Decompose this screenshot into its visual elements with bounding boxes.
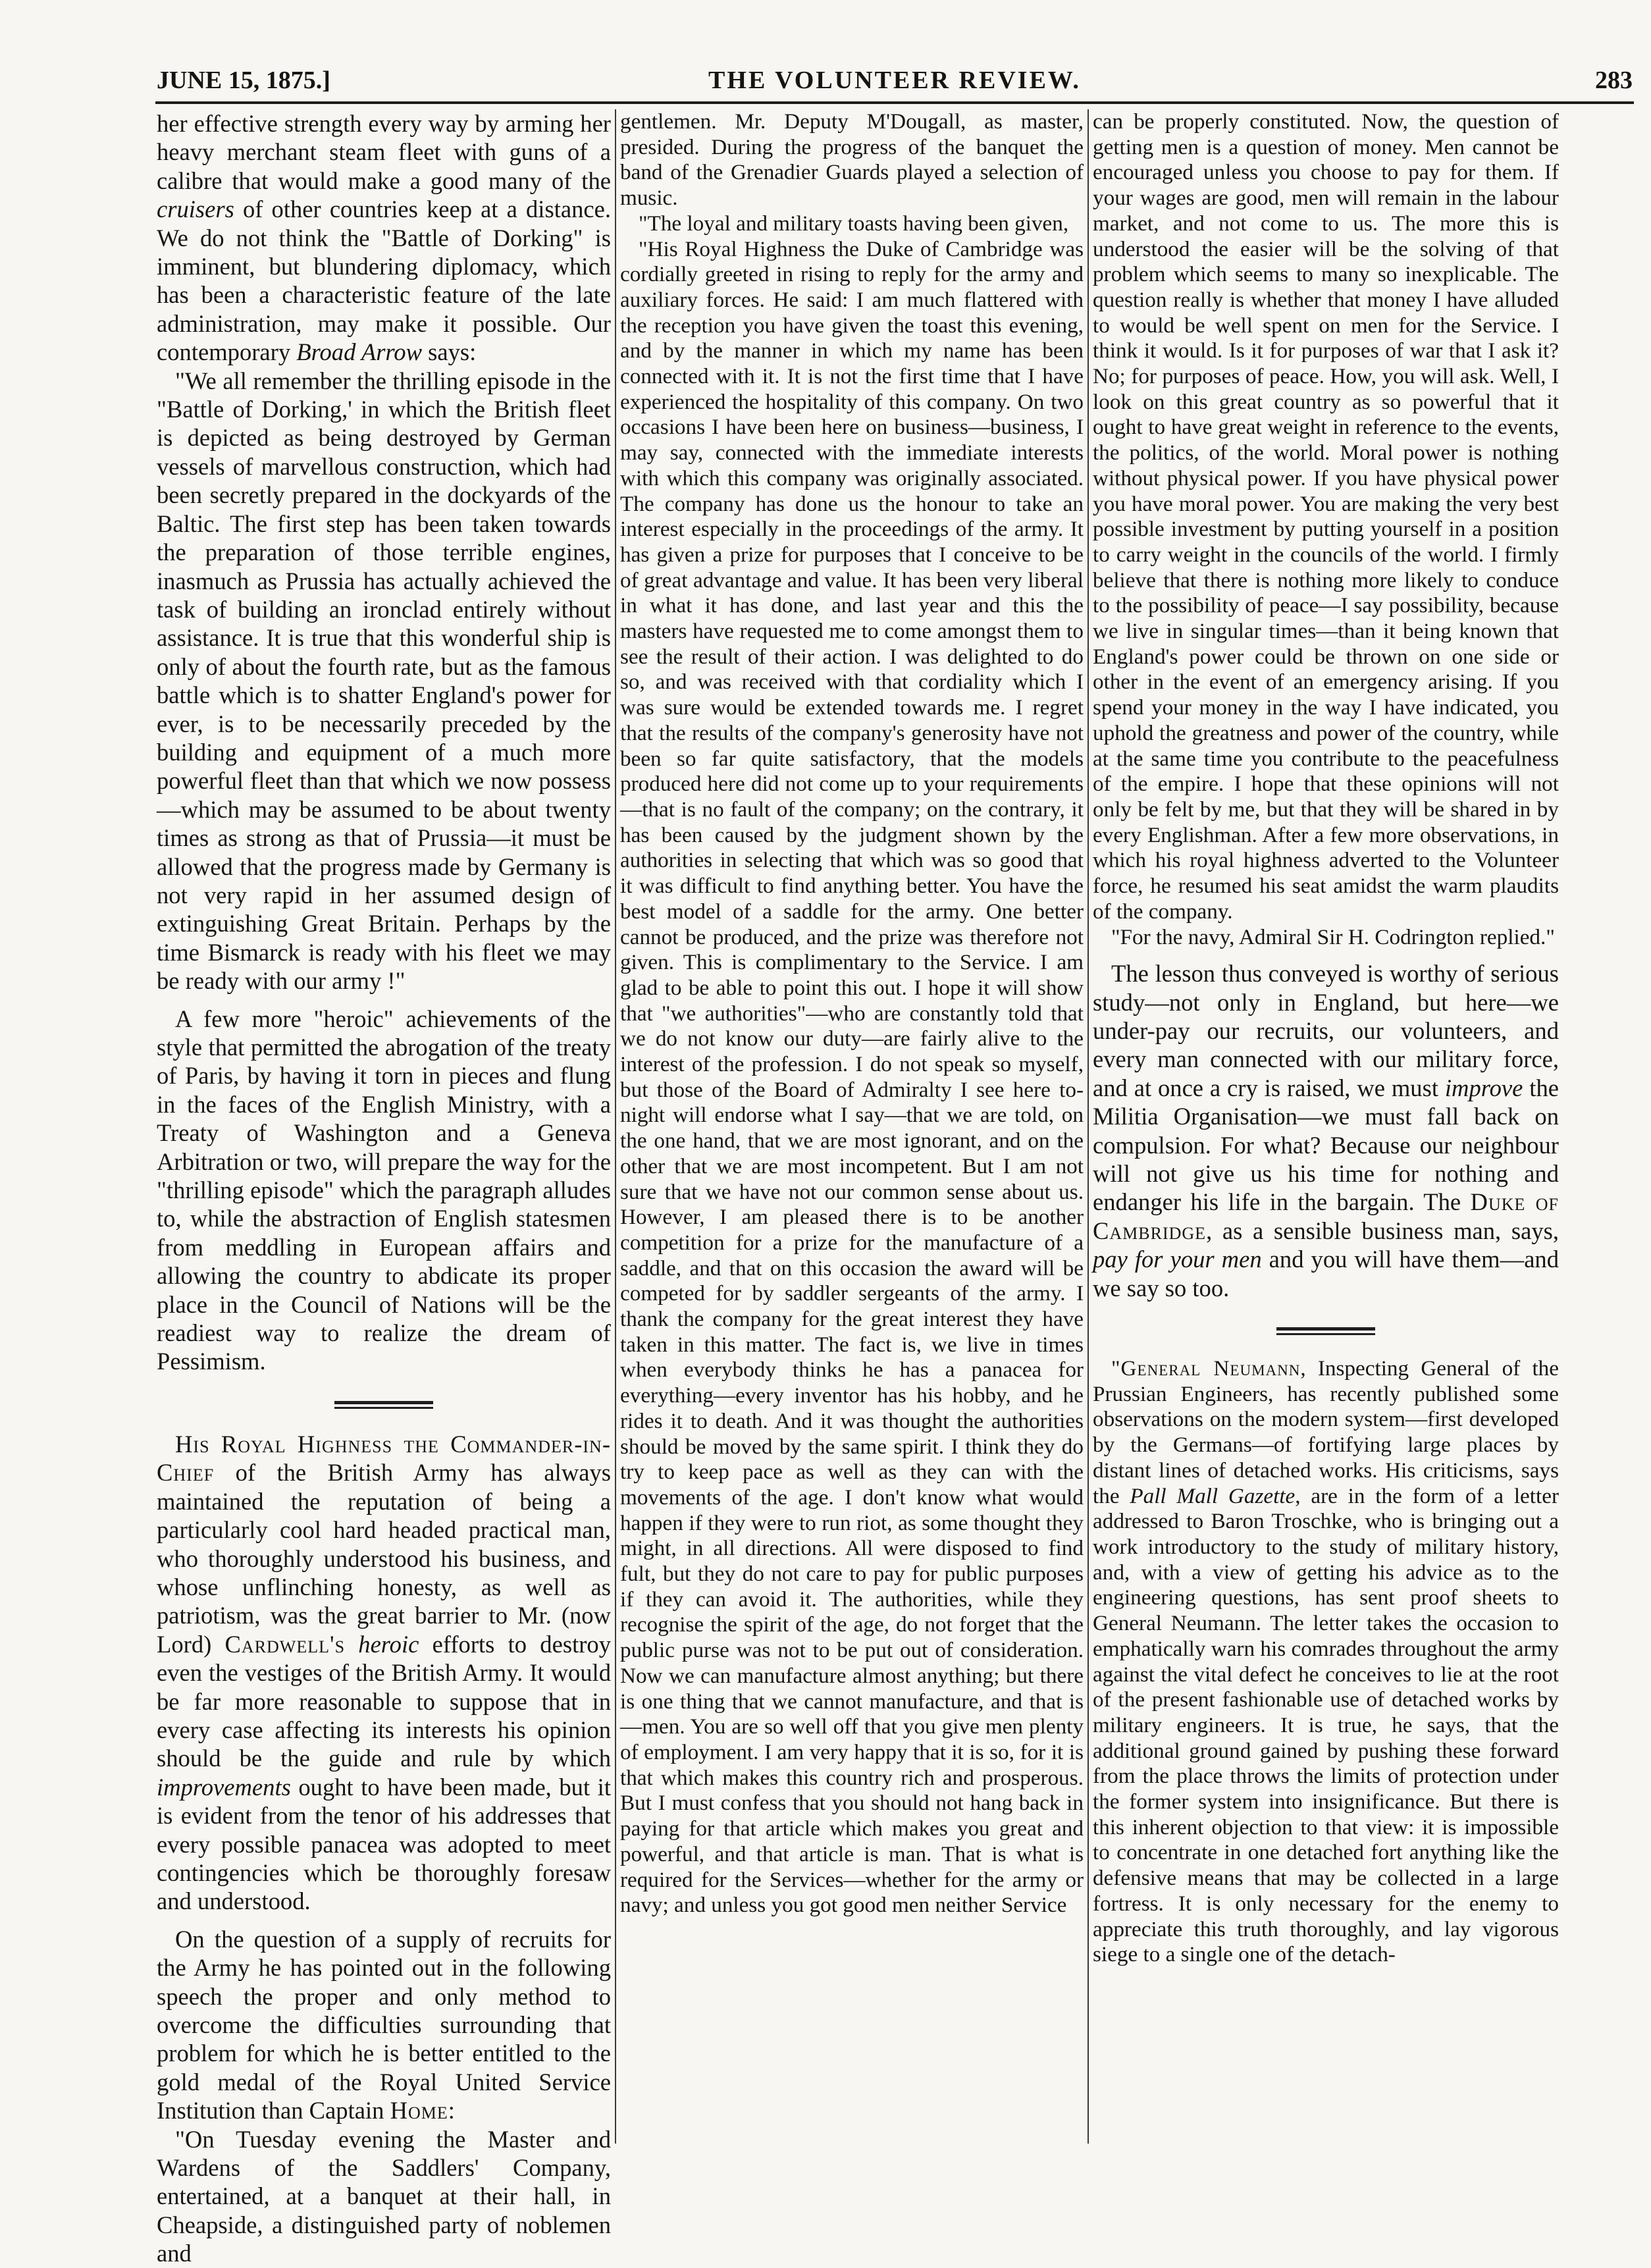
italic-run: Broad Arrow xyxy=(296,338,422,366)
paragraph: "For the navy, Admiral Sir H. Codrington replied." xyxy=(1111,924,1555,949)
small-caps-run: His Royal Highness the Commander-in-Chief xyxy=(157,1430,611,1487)
italic-run: pay for your men xyxy=(1093,1246,1262,1273)
small-caps-run: Cardwell's xyxy=(224,1630,346,1658)
page-header xyxy=(157,66,1633,100)
column-3 xyxy=(1093,109,1559,2144)
issue-date: JUNE 15, 1875.] xyxy=(157,66,330,94)
editorial-paragraph xyxy=(1093,959,1559,1302)
publication-title: THE VOLUNTEER REVIEW. xyxy=(708,66,1081,94)
paragraph: A few more "heroic" achievements of the style that permitted the abrogation of the treaty of Paris, by having it torn in pieces and flung in the faces of the English Ministry, with a Treaty of Washington and a Geneva Arbitration or two, will prepare the way for the "thrilling episode" which the paragraph alludes to, while the abstraction of English statesmen from meddling in European affairs and allowing the country to abdicate its proper place in the Council of Nations will be the readiest way to realize the dream of Pessimism. xyxy=(157,1005,611,1375)
italic-run: improve xyxy=(1444,1074,1523,1101)
text-run: , as a sensible business man, says, xyxy=(1206,1217,1559,1244)
paragraph xyxy=(157,1430,611,1916)
quoted-paragraph: "We all remember the thrilling episode in the "Battle of Dorking,' in which the British fleet is depicted as being destroyed by German vessels of marvellous construction, which had been secretly prepared in the dockyards of the Baltic. The first step has been taken towards the preparation of those terrible engines, inasmuch as Prussia has actually achieved the task of building an ironclad entirely without assistance. It is true that this wonderful ship is only of about the fourth rate, but as the famous battle which is to shatter England's power for ever, is to be necessarily preceded by the building and equipment of a much more powerful fleet than that which we now possess—which may be assumed to be about twenty times as strong as that of Prussia—it must be allowed that the progress made by Germany is not very rapid in her assumed design of extinguishing Great Britain. Perhaps by the time Bismarck is ready with his fleet we may be ready with our army !" xyxy=(157,367,611,995)
italic-run: cruisers xyxy=(157,196,234,223)
text-run: : xyxy=(448,2097,455,2124)
text-run: and you will have them—and we say so too. xyxy=(1093,1246,1559,1302)
italic-run: Pall Mall Gazette xyxy=(1130,1483,1296,1508)
column-divider-2 xyxy=(1088,109,1089,2144)
text-run: says: xyxy=(422,338,477,366)
section-separator xyxy=(1276,1327,1375,1336)
quoted-speech: can be properly constituted. Now, the question of getting men is a question of money. Men cannot be encouraged unless you choose to pay for them. If your wages are good, men will remain in the labour market, and not come to us. The more this is understood the easier will be the solving of that problem which seems to many so inexplicable. The question really is whether that money I have alluded to would be well spent on men for the Service. I think it would. Is it for purposes of war that I ask it? No; for purposes of peace. How, you will ask. Well, I look on this great country as so powerful that it ought to have great weight in reference to the events, the politics, of the world. Moral power is nothing without physical power. If you have physical power you have moral power. You are making the very best possible investment by putting yourself in a position to carry weight in the councils of the world. I firmly believe that there is nothing more likely to conduce to the possibility of peace—I say possibility, because we live in singular times—than it being known that England's power could be thrown on one side or other in the event of an emergency arising. If you spend your money in the way I have indicated, you uphold the greatness and power of the country, while at the same time you contribute to the peacefulness of the empire. I hope that these opinions will not only be felt by me, but that they will be shared in by every Englishman. After a few more observations, in which his royal highness adverted to the Volunteer force, he resumed his seat amidst the warm plaudits of the company. xyxy=(1093,109,1559,924)
column-1 xyxy=(157,109,611,2267)
text-run: her effective strength every way by arming her heavy merchant steam fleet with guns of a calibre that would make a good many of the xyxy=(157,110,611,194)
italic-run: improvements xyxy=(157,1773,291,1801)
quoted-speech: "His Royal Highness the Duke of Cambridge was cordially greeted in rising to reply for the army and auxiliary forces. He said: I am much flattered with the reception you have given the toast this evening, and by the manner in which my name has been connected with it. It is not the first time that I have experienced the hospitality of this company. On two occasions I have been here on business—business, I may say, connected with the immediate interests with which this company was originally associated. The company has done us the honour to take an interest especially in the proceedings of the army. It has given a prize for purposes that I conceive to be of great advantage and value. It has been very liberal in what it has done, and last year and this the masters have requested me to come amongst them to see the result of their action. I was delighted to do so, and was received with that cordiality which I was sure would be extended towards me. I regret that the results of the company's generosity have not been so far quite satisfactory, that the models produced here did not come up to your requirements—that is no fault of the company; on the contrary, it has been caused by the judgment shown by the authorities in selecting that which was so good that it was difficult to find anything better. You have the best model of a saddle for the army. One better cannot be produced, and the prize was therefore not given. This is complimentary to the Service. I am glad to be able to point this out. I hope it will show that "we authorities"—who are constantly told that we do not know our duty—are fairly alive to the interest of the profession. I do not speak so myself, but those of the Board of Admiralty I see here to-night will endorse what I say—that we are told, on the one hand, that we are most ignorant, and on the other that we are most incompetent. But I am not sure that we have not our common sense about us. However, I am pleased there is to be another competition for a prize for the manufacture of a saddle, and that on this occasion the award will be competed for by saddler sergeants of the army. I thank the company for the great interest they have taken in this matter. The fact is, we live in times when everybody thinks he has a panacea for everything—every inventor has his hobby, and he rides it to death. And it was thought the authorities should be moved by the same spirit. I think they do try to keep pace as well as they can with the movements of the age. I don't know what would happen if they were to run riot, as some thought they might, in all directions. All were disposed to find fult, but they do not care to pay for public purposes if they can avoid it. The authorities, while they recognise the spirit of the age, do not forget that the public purse was not to be put out of consideration. Now we can manufacture almost anything; but there is one thing that we cannot manufacture, and that is—men. You are so well off that you give men plenty of employment. I am very happy that it is so, for it is that which makes this country rich and prosperous. But I must confess that you should not hang back in paying for that article which makes you great and powerful, and that article is man. That is what is required for the Services—whether for the army or navy; and unless you got good men neither Service xyxy=(620,236,1084,1918)
text-run: the Militia Organisation—we must fall back on compulsion. For what? Because our neighbour will not give us his time for nothing and endanger his life in the bargain. The xyxy=(1093,1074,1559,1216)
small-caps-run: "General Neumann xyxy=(1111,1356,1301,1381)
page-number: 283 xyxy=(1595,66,1633,94)
text-run: On the question of a supply of recruits for the Army he has pointed out in the following speech the proper and only method to overcome the difficulties surrounding that problem for which he is better entitled to the gold medal of the Royal United Service Institution than Captain xyxy=(157,1925,611,2124)
paragraph xyxy=(157,109,611,367)
text-run: , are in the form of a letter addressed to Baron Troschke, who is bringing out a work introductory to the study of military history, and, with a view of getting his advice as to the engineering questions, has sent proof sheets to General Neumann. The letter takes the occasion to emphatically warn his comrades throughout the army against the vital defect he conceives to lie at the root of the present fashionable use of detached works by military engineers. It is true, he says, that the additional ground gained by pushing these forward from the place throws the limits of protection under the former system into insignificance. But there is this inherent objection to that view: it is impossible to concentrate in one detached fort anything like the defensive means that may be collected in a large fortress. It is only necessary for the enemy to appreciate this truth thoroughly, and lay vigorous siege to a single one of the detach- xyxy=(1093,1483,1559,1967)
quoted-paragraph: "On Tuesday evening the Master and Wardens of the Saddlers' Company, entertained, at a banquet at their hall, in Cheapside, a distinguished party of noblemen and xyxy=(157,2125,611,2267)
text-run: , Inspecting General of the Prussian Engineers, has recently published some observations on the modern system—first developed by the Germans—of fortifying large places by distant lines of detached works. His criticisms, says the xyxy=(1093,1356,1559,1508)
small-caps-run: Duke of Cambridge xyxy=(1093,1188,1559,1244)
text-run: of the British Army has always maintained the reputation of being a particularly cool hard headed practical man, who thoroughly understood his business, and whose unflinching honesty, as well as patriotism, was the great barrier to Mr. (now Lord) xyxy=(157,1459,611,1658)
paragraph: gentlemen. Mr. Deputy M'Dougall, as master, presided. During the progress of the banquet the band of the Grenadier Guards played a selection of music. xyxy=(620,109,1084,211)
small-caps-run: Home xyxy=(390,2097,448,2124)
paragraph xyxy=(157,1925,611,2125)
section-separator xyxy=(334,1401,433,1410)
text-run: ought to have been made, but it is evident from the tenor of his addresses that every possible panacea was adopted to meet contingencies which be thoroughly foresaw and understood. xyxy=(157,1773,611,1915)
text-run: efforts to destroy even the vestiges of the British Army. It would be far more reasonable to suppose that in every case affecting its interests his opinion should be the guide and rule by which xyxy=(157,1630,611,1772)
text-run: The lesson thus conveyed is worthy of serious study—not only in England, but here—we under-pay our recruits, our volunteers, and every man connected with our military force, and at once a cry is raised, we must xyxy=(1093,960,1559,1101)
italic-run: heroic xyxy=(358,1630,419,1658)
column-2 xyxy=(620,109,1084,2144)
text-run: of other countries keep at a distance. We do not think the "Battle of Dorking" is imminent, but blundering diplomacy, which has been a characteristic feature of the late administration, may make it possible. Our contemporary xyxy=(157,196,611,366)
header-rule xyxy=(155,101,1634,104)
column-divider-1 xyxy=(615,109,616,2144)
paragraph: "The loyal and military toasts having been given, xyxy=(639,211,1069,236)
paragraph xyxy=(1093,1356,1559,1968)
